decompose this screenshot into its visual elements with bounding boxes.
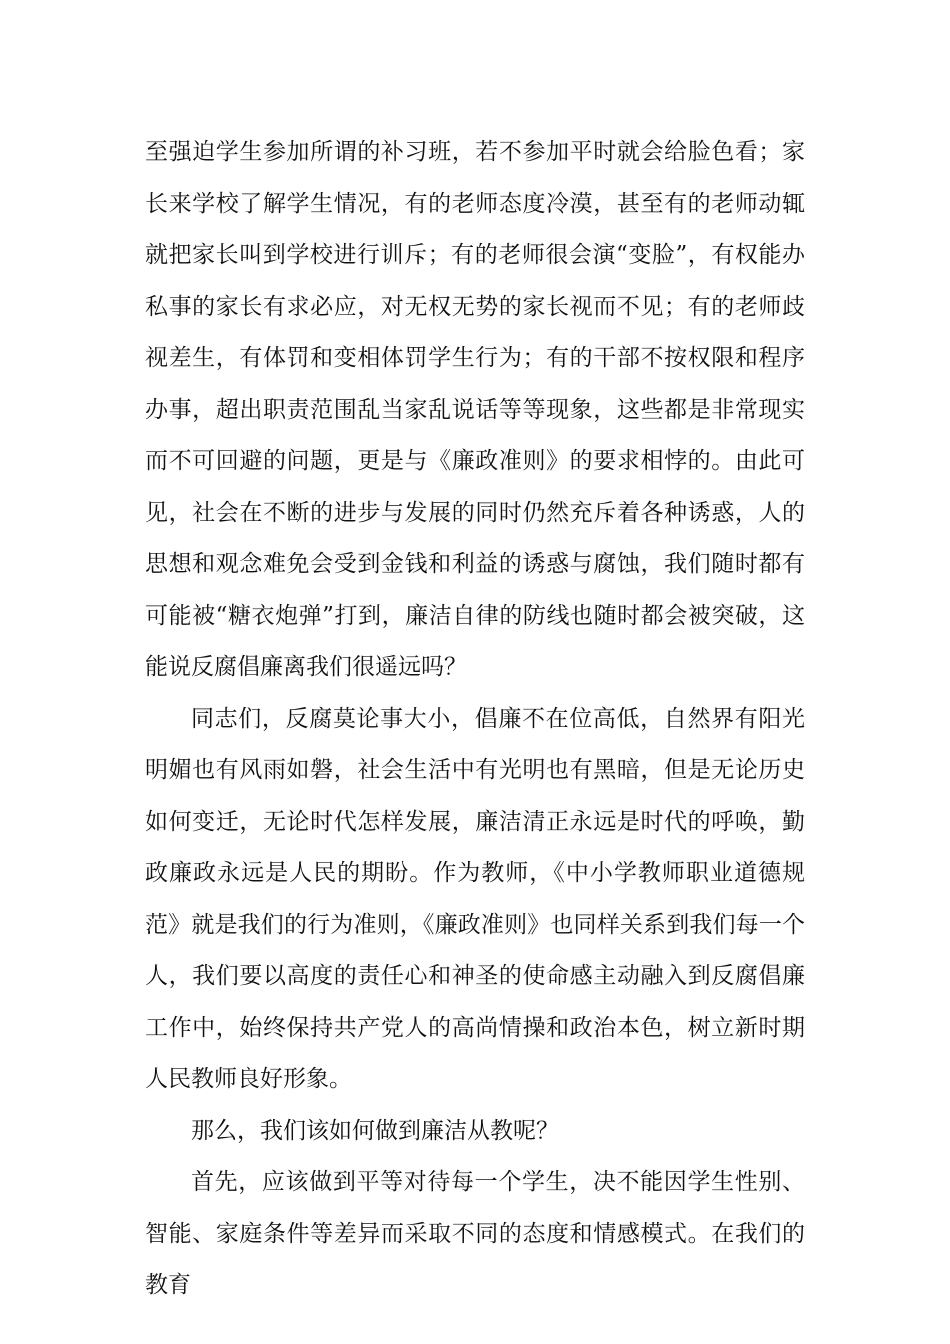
paragraph-comrades: 同志们，反腐莫论事大小，倡廉不在位高低，自然界有阳光明媚也有风雨如磐，社会生活中有光明也有黑暗，但是无论历史如何变迁，无论时代怎样发展，廉洁清正永远是时代的呼唤，勤政廉政永远是人民的期盼。作为教师，《中小学教师职业道德规范》就是我们的行为准则，《廉政准则》也同样关系到我们每一个人，我们要以高度的责任心和神圣的使命感主动融入到反腐倡廉工作中，始终保持共产党人的高尚情操和政治本色，树立新时期人民教师良好形象。 [145, 705, 805, 1092]
paragraph-question: 那么，我们该如何做到廉洁从教呢？ [191, 1117, 559, 1144]
document-body [145, 127, 805, 1312]
paragraph-first-point: 首先，应该做到平等对待每一个学生，决不能因学生性别、智能、家庭条件等差异而采取不同的态度和情感模式。在我们的教育 [145, 1169, 805, 1298]
paragraph-continued: 至强迫学生参加所谓的补习班，若不参加平时就会给脸色看；家长来学校了解学生情况，有的老师态度冷漠，甚至有的老师动辄就把家长叫到学校进行训斥；有的老师很会演“变脸”，有权能办私事的家长有求必应，对无权无势的家长视而不见；有的老师歧视差生，有体罚和变相体罚学生行为；有的干部不按权限和程序办事，超出职责范围乱当家乱说话等等现象，这些都是非常现实而不可回避的问题，更是与《廉政准则》的要求相悖的。由此可见，社会在不断的进步与发展的同时仍然充斥着各种诱惑，人的思想和观念难免会受到金钱和利益的诱惑与腐蚀，我们随时都有可能被“糖衣炮弹”打到，廉洁自律的防线也随时都会被突破，这能说反腐倡廉离我们很遥远吗？ [145, 139, 805, 680]
